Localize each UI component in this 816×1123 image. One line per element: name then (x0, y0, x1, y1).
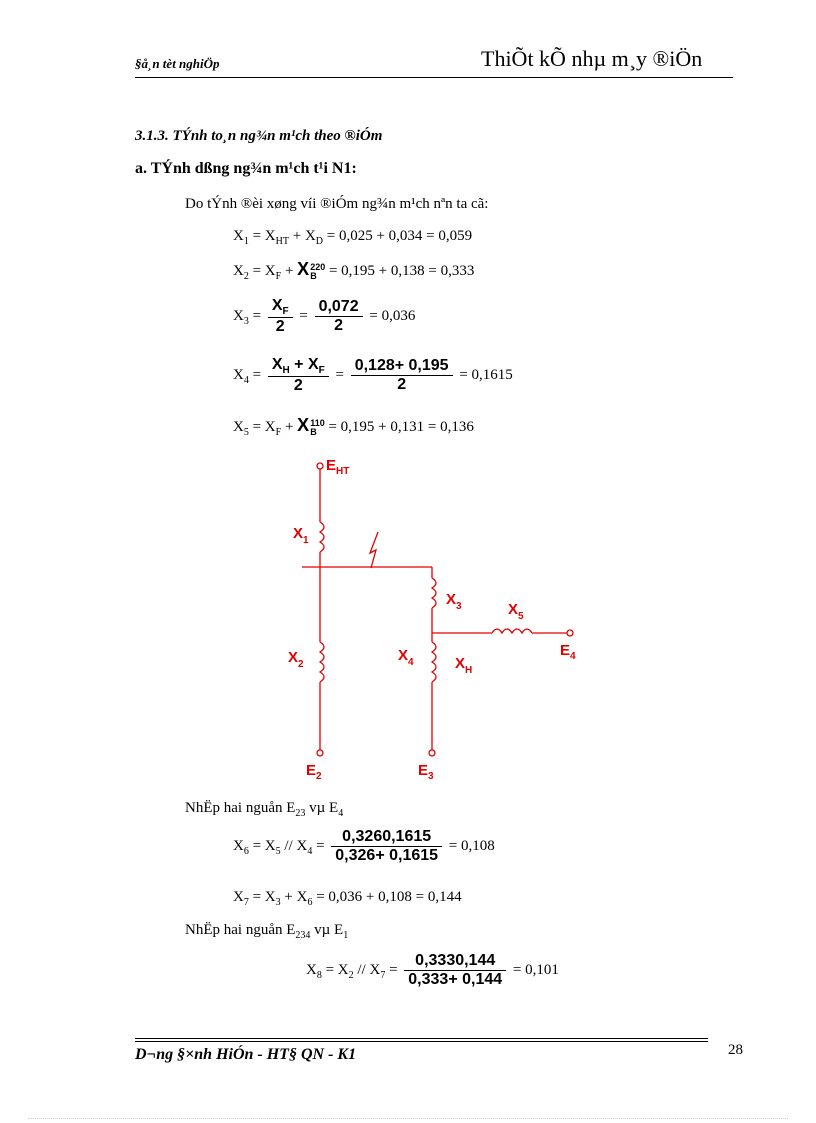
footer-divider-top (135, 1038, 708, 1039)
merge-sources-1: NhËp hai nguån $E_{23}$ vµ $E_4$ (185, 800, 344, 819)
section-subtitle: a. TÝnh dßng ng¾n m¹ch t¹i N1: (135, 160, 357, 177)
equation-x3: $X_3$ = $\frac{X_F}{2}$ = $\frac{0,072}{2}$ = 0,036 (233, 297, 416, 336)
header-divider (135, 77, 733, 78)
x4-coil (432, 642, 436, 682)
e2-terminal (317, 750, 323, 756)
footer-author: D¬ng §×nh HiÓn - HT§ QN - K1 (135, 1046, 357, 1063)
x1-coil (320, 522, 324, 552)
equation-x1: $X_1 = X_{HT} + X_D = 0,025 + 0,034 = 0,059$ (233, 228, 473, 247)
x3-coil (432, 578, 436, 608)
fraction-xh-xf-over-2: $\frac{X_H + X_F}{2}$ (268, 356, 329, 395)
equation-x2: $X_2 = X_F + X220$ B = 0,195 + 0,138 = 0,333 (233, 259, 475, 282)
x5-coil (492, 629, 532, 633)
label-x3: $X_3$ (446, 591, 462, 612)
eht-terminal (317, 463, 323, 469)
label-x2: $X_2$ (288, 649, 304, 670)
fraction-xf-over-2: $\frac{X_F}{2}$ (268, 297, 293, 336)
equation-x8: $X_8 = X_2 // X_7$ = $\frac{0,3330,144}{0,333+ 0,144}$ = 0,101 (306, 952, 559, 988)
label-x1: $X_1$ (293, 525, 309, 546)
fraction-x6: $\frac{0,3260,1615}{0,326+ 0,1615}$ (331, 828, 442, 865)
equation-x7: $X_7 = X_3 + X_6 = 0,036 + 0,108 = 0,144$ (233, 889, 462, 908)
footer-divider-bottom (135, 1041, 708, 1042)
fault-arrow-icon (370, 532, 378, 568)
label-x4: $X_4$ (398, 647, 414, 668)
label-e3: $E_3$ (418, 762, 434, 782)
section-title: 3.1.3. TÝnh to¸n ng¾n m¹ch theo ®iÓm (135, 128, 383, 144)
intro-text: Do tÝnh ®èi xøng víi ®iÓm ng¾n m¹ch nªn ta cã: (185, 196, 489, 212)
page-number: 28 (728, 1042, 743, 1058)
x2-coil (320, 642, 324, 682)
equation-x5: $X_5 = X_F + X110$ B = 0,195 + 0,131 = 0,136 (233, 415, 474, 438)
label-xh: $X_H$ (455, 655, 473, 676)
fraction-x8: $\frac{0,3330,144}{0,333+ 0,144}$ (404, 952, 506, 989)
label-e4: $E_4$ (560, 642, 576, 662)
fraction-sum-over-2: $\frac{0,128+ 0,195}{2}$ (351, 357, 453, 394)
e4-terminal (567, 630, 573, 636)
label-x5: $X_5$ (508, 601, 524, 622)
label-eht: $E_{HT}$ (326, 457, 350, 477)
header-right-title: ThiÕt kÕ nhµ m¸y ®iÖn (481, 46, 703, 71)
e3-terminal (429, 750, 435, 756)
fraction-value-over-2: $\frac{0,072}{2}$ (315, 298, 363, 335)
label-e2: $E_2$ (306, 762, 322, 782)
equation-x6: $X_6 = X_5 // X_4$ = $\frac{0,3260,1615}{0,326+ 0,1615}$ = 0,108 (233, 828, 495, 864)
page-bottom-border (28, 1118, 788, 1119)
equation-x4: $X_4$ = $\frac{X_H + X_F}{2}$ = $\frac{0,128+ 0,195}{2}$ = 0,1615 (233, 356, 513, 395)
circuit-diagram (270, 450, 600, 790)
header-left-title: §å¸n tèt nghiÖp (135, 56, 220, 71)
merge-sources-2: NhËp hai nguån $E_{234}$ vµ $E_1$ (185, 922, 349, 941)
